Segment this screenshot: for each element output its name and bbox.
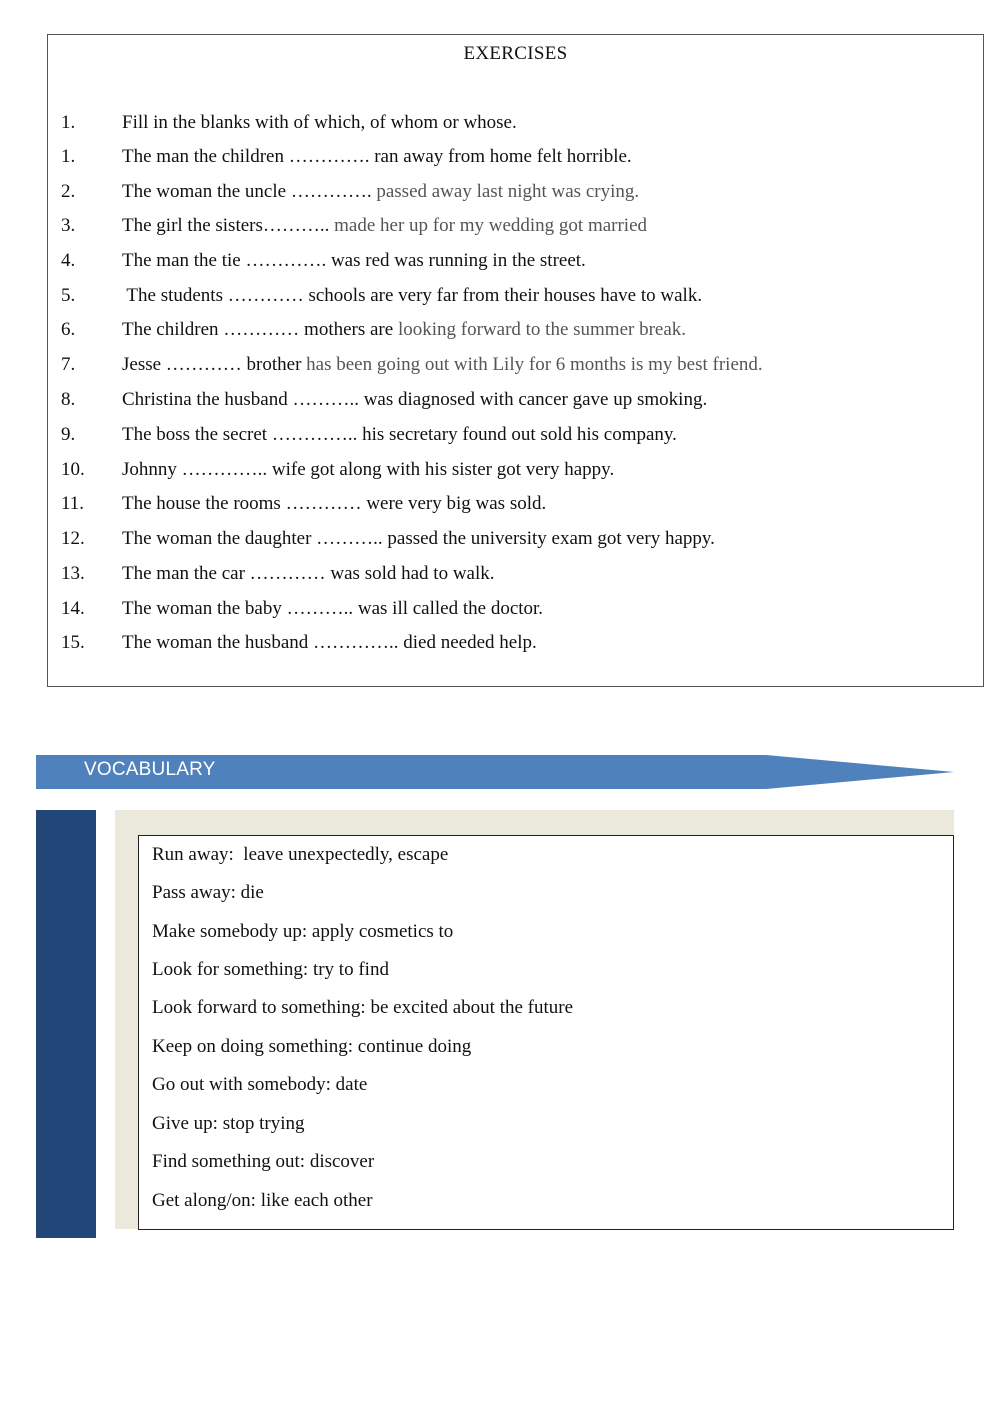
exercise-sentence bbox=[122, 493, 546, 515]
exercise-sentence bbox=[122, 424, 677, 446]
instruction-text: Fill in the blanks with of which, of whom or whose. bbox=[122, 112, 517, 133]
instruction-number: 1. bbox=[61, 112, 76, 133]
sentence-main: The woman the daughter ……….. passed the university exam got very happy. bbox=[122, 528, 715, 549]
vocabulary-entry: Find something out: discover bbox=[152, 1151, 375, 1172]
vocabulary-entry: Go out with somebody: date bbox=[152, 1074, 368, 1095]
sentence-main: The children ………… mothers are bbox=[122, 319, 394, 340]
exercise-number: 1. bbox=[61, 146, 76, 167]
exercise-number: 11. bbox=[61, 493, 85, 514]
sentence-main: The girl the sisters……….. bbox=[122, 215, 330, 236]
exercise-number: 7. bbox=[61, 354, 76, 375]
exercise-sentence bbox=[122, 181, 639, 203]
exercise-number: 14. bbox=[61, 598, 85, 619]
exercise-sentence bbox=[122, 146, 632, 168]
sentence-main: Johnny ………….. wife got along with his sister got very happy. bbox=[122, 459, 615, 480]
sentence-main: Jesse ………… brother bbox=[122, 354, 302, 375]
exercise-sentence bbox=[122, 563, 495, 585]
exercise-sentence bbox=[122, 459, 614, 481]
vocabulary-entry: Pass away: die bbox=[152, 882, 264, 903]
vocabulary-entry: Keep on doing something: continue doing bbox=[152, 1036, 472, 1057]
exercise-number: 5. bbox=[61, 285, 76, 306]
exercise-sentence bbox=[122, 215, 647, 237]
exercise-number: 13. bbox=[61, 563, 85, 584]
sentence-main: The man the tie …………. was red was running in the street. bbox=[122, 250, 586, 271]
exercise-sentence bbox=[122, 598, 543, 620]
sentence-main: The woman the uncle …………. bbox=[122, 181, 372, 202]
sentence-main: The man the children …………. ran away from home felt horrible. bbox=[122, 146, 632, 167]
sentence-main: The students ………… schools are very far from their houses have to walk. bbox=[122, 285, 703, 306]
exercise-sentence bbox=[122, 250, 586, 272]
exercise-number: 15. bbox=[61, 632, 85, 653]
sentence-tail: passed away last night was crying. bbox=[371, 181, 640, 202]
sentence-main: Christina the husband ……….. was diagnosed with cancer gave up smoking. bbox=[122, 389, 708, 410]
exercise-sentence bbox=[122, 285, 702, 307]
exercise-number: 2. bbox=[61, 181, 76, 202]
vocabulary-heading: VOCABULARY bbox=[84, 759, 216, 780]
sentence-main: The woman the baby ……….. was ill called the doctor. bbox=[122, 598, 544, 619]
vocabulary-banner bbox=[36, 755, 954, 789]
sentence-main: The man the car ………… was sold had to walk. bbox=[122, 563, 495, 584]
exercise-number: 9. bbox=[61, 424, 76, 445]
vocabulary-box bbox=[138, 835, 954, 1230]
vocabulary-entry: Run away: leave unexpectedly, escape bbox=[152, 844, 449, 865]
vocabulary-entry: Make somebody up: apply cosmetics to bbox=[152, 921, 454, 942]
sentence-tail: made her up for my wedding got married bbox=[329, 215, 648, 236]
sentence-tail: looking forward to the summer break. bbox=[393, 319, 687, 340]
exercise-number: 6. bbox=[61, 319, 76, 340]
exercise-sentence bbox=[122, 528, 715, 550]
exercise-sentence bbox=[122, 389, 707, 411]
exercise-sentence bbox=[122, 354, 763, 376]
exercise-sentence bbox=[122, 319, 686, 341]
sentence-main: The woman the husband ………….. died needed help. bbox=[122, 632, 537, 653]
vocabulary-entry: Look forward to something: be excited about the future bbox=[152, 997, 574, 1018]
exercise-number: 4. bbox=[61, 250, 76, 271]
sentence-tail: has been going out with Lily for 6 months is my best friend. bbox=[301, 354, 763, 375]
decorative-side-bar bbox=[36, 810, 96, 1238]
exercises-box bbox=[47, 34, 984, 687]
sentence-main: The house the rooms ………… were very big was sold. bbox=[122, 493, 547, 514]
sentence-main: The boss the secret ………….. his secretary found out sold his company. bbox=[122, 424, 677, 445]
exercise-number: 10. bbox=[61, 459, 85, 480]
vocabulary-entry: Give up: stop trying bbox=[152, 1113, 305, 1134]
vocabulary-entry: Get along/on: like each other bbox=[152, 1190, 373, 1211]
exercise-number: 8. bbox=[61, 389, 76, 410]
vocabulary-entry: Look for something: try to find bbox=[152, 959, 389, 980]
exercise-number: 12. bbox=[61, 528, 85, 549]
exercises-title: EXERCISES bbox=[463, 43, 568, 64]
exercise-number: 3. bbox=[61, 215, 76, 236]
exercise-sentence bbox=[122, 632, 537, 654]
